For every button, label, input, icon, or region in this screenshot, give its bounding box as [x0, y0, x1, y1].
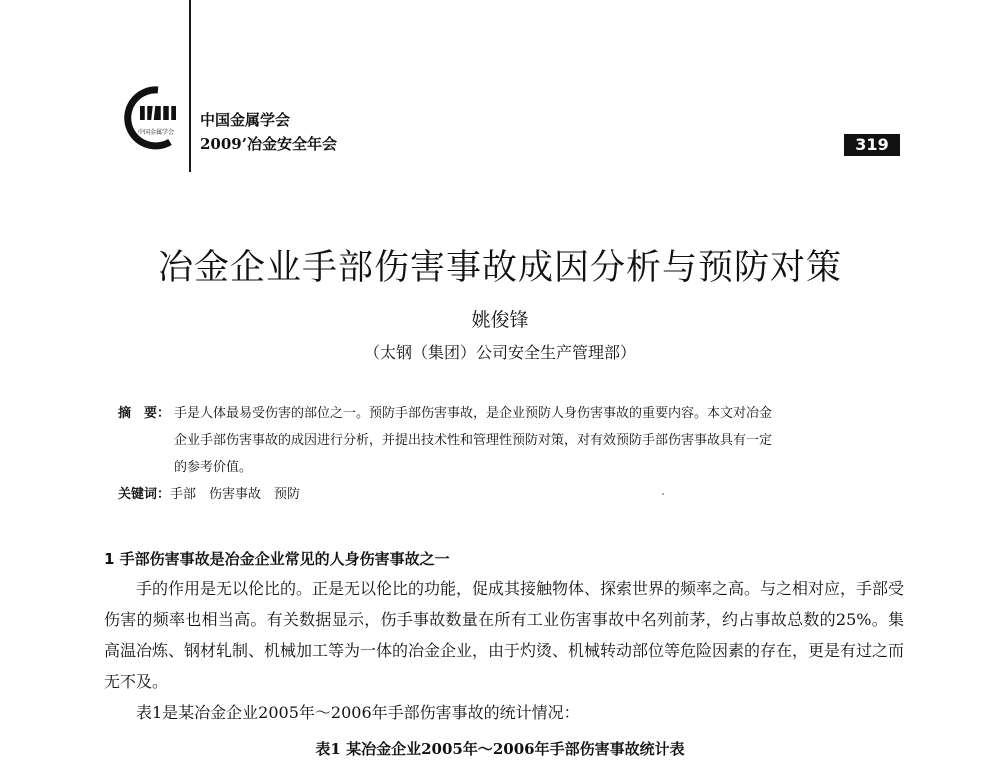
keywords-text: 手部 伤害事故 预防	[170, 487, 301, 502]
header-org: 中国金属学会	[200, 111, 291, 129]
body-paragraph: 手的作用是无以伦比的。正是无以伦比的功能，促成其接触物体、探索世界的频率之高。与之相对应，手部受伤害的频率也相当高。有关数据显示，伤手事故数量在所有工业伤害事故中名列前茅，约占事故总数的25%。集高温冶炼、钢材轧制、机械加工等为一体的冶金企业，由于灼烫、机械转动部位等危险因素的存在，更是有过之而无不及。	[104, 579, 905, 691]
paper-author: 姚俊锋	[471, 309, 529, 331]
section-1-heading: 1 手部伤害事故是冶金企业常见的人身伤害事故之一	[104, 550, 450, 568]
header-conference: 2009’冶金安全年会	[200, 135, 337, 153]
scan-speck	[662, 493, 664, 495]
abstract-label: 摘 要：	[118, 406, 171, 421]
keywords-label: 关键词：	[118, 487, 171, 502]
page-number-badge: 319	[844, 134, 900, 156]
abstract-line: 的参考价值。	[174, 460, 253, 475]
abstract-line: 企业手部伤害事故的成因进行分析，并提出技术性和管理性预防对策，对有效预防手部伤害事故具有一定	[174, 433, 773, 448]
abstract-line: 手是人体最易受伤害的部位之一。预防手部伤害事故，是企业预防人身伤害事故的重要内容。本文对冶金	[174, 406, 773, 421]
journal-header	[200, 108, 337, 156]
abstract-block	[118, 400, 898, 481]
abstract-body	[174, 400, 898, 481]
svg-text:中国金属学会: 中国金属学会	[138, 129, 175, 136]
society-logo-icon	[118, 84, 184, 150]
body-paragraph: 表1是某冶金企业2005年～2006年手部伤害事故的统计情况：	[136, 703, 580, 722]
table-1-caption: 表1 某冶金企业2005年～2006年手部伤害事故统计表	[315, 740, 685, 758]
header-divider-line	[189, 0, 191, 172]
paper-title: 冶金企业手部伤害事故成因分析与预防对策	[157, 248, 842, 288]
section-1-body	[104, 573, 904, 728]
keywords-line	[118, 483, 300, 502]
paper-affiliation: （太钢（集团）公司安全生产管理部）	[363, 343, 636, 362]
